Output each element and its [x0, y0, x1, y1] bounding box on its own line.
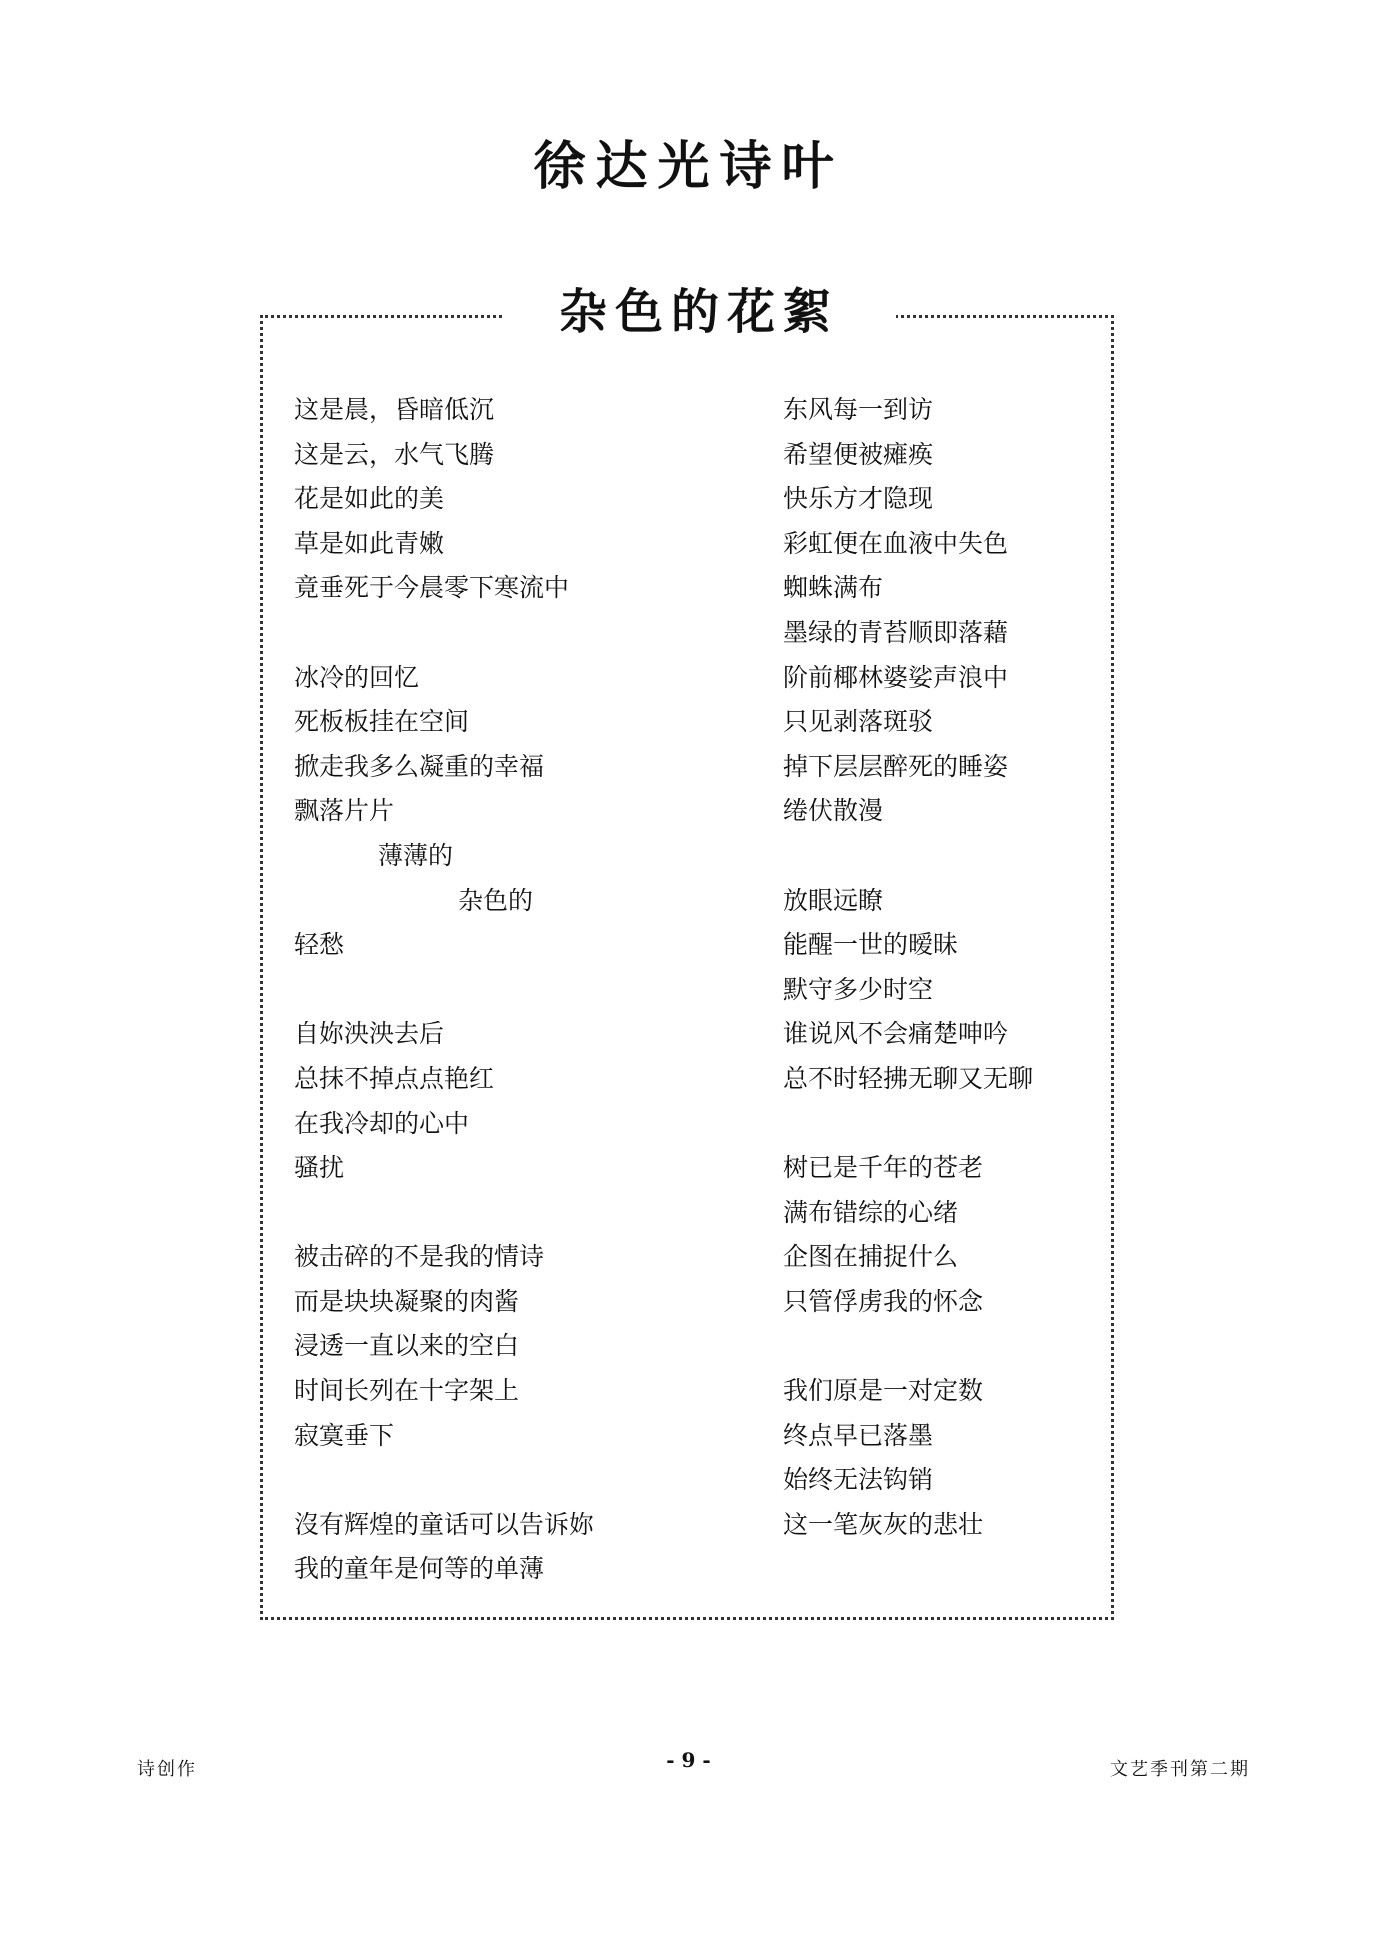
poem-line: 花是如此的美	[294, 484, 445, 514]
poem-line: 彩虹便在血液中失色	[783, 528, 1009, 558]
poem-line: 竟垂死于今晨零下寒流中	[294, 573, 570, 603]
poem-line: 希望便被瘫痪	[783, 439, 934, 469]
series-title: 徐达光诗叶	[533, 136, 844, 197]
footer-publication: 文艺季刊第二期	[1110, 1759, 1250, 1780]
poem-line: 这是晨，昏暗低沉	[294, 395, 495, 424]
poem-line: 骚扰	[294, 1153, 345, 1183]
poem-line: 我的童年是何等的单薄	[294, 1554, 545, 1584]
poem-line: 沒有辉煌的童话可以告诉妳	[294, 1509, 595, 1539]
poem-line: 谁说风不会痛楚呻吟	[783, 1019, 1009, 1049]
poem-line: 阶前椰林婆娑声浪中	[783, 662, 1009, 692]
poem-line: 寂寞垂下	[294, 1420, 395, 1450]
poem-line: 默守多少时空	[783, 974, 934, 1004]
poem-line: 终点早已落墨	[783, 1420, 934, 1450]
poem-line: 东风每一到访	[783, 395, 934, 424]
poem-line: 死板板挂在空间	[294, 707, 470, 737]
poem-left-column	[294, 388, 714, 1592]
poem-line: 树已是千年的苍老	[783, 1153, 984, 1183]
footer-section: 诗创作	[137, 1759, 197, 1780]
poem-line: 我们原是一对定数	[783, 1376, 984, 1406]
poem-right-column	[783, 388, 1113, 1547]
footer-page-number: - 9 -	[666, 1748, 711, 1772]
poem-line: 墨绿的青苔顺即落藉	[783, 617, 1009, 647]
poem-title: 杂色的花絮	[502, 272, 896, 352]
poem-line: 放眼远瞭	[783, 885, 884, 915]
poem-line: 飘落片片	[294, 796, 395, 826]
poem-line: 冰冷的回忆	[294, 662, 420, 692]
poem-line: 被击碎的不是我的情诗	[294, 1242, 545, 1272]
poem-line: 薄薄的	[378, 840, 454, 870]
stanza-break	[783, 834, 1113, 879]
poem-line: 总抹不掉点点艳红	[294, 1063, 495, 1093]
poem-line: 蜘蛛满布	[783, 573, 884, 603]
poem-line: 满布错综的心绪	[783, 1197, 959, 1227]
poem-line: 这是云，水气飞腾	[294, 439, 495, 469]
poem-line: 在我冷却的心中	[294, 1108, 470, 1138]
stanza-break	[783, 1324, 1113, 1369]
stanza-break	[294, 1458, 714, 1503]
stanza-break	[294, 611, 714, 656]
poem-line: 而是块块凝聚的肉酱	[294, 1286, 520, 1316]
poem-line: 掉下层层醉死的睡姿	[783, 751, 1009, 781]
poem-line: 只见剥落斑驳	[783, 707, 934, 737]
poem-line: 绻伏散漫	[783, 796, 884, 826]
poem-line: 草是如此青嫩	[294, 528, 445, 558]
poem-line: 杂色的	[458, 885, 534, 915]
poem-line: 只管俘虏我的怀念	[783, 1286, 984, 1316]
stanza-break	[294, 1191, 714, 1236]
poem-line: 这一笔灰灰的悲壮	[783, 1509, 984, 1539]
poem-line: 自妳泱泱去后	[294, 1019, 445, 1049]
poem-line: 企图在捕捉什么	[783, 1242, 959, 1272]
poem-line: 始终无法钩销	[783, 1465, 934, 1495]
poem-line: 时间长列在十字架上	[294, 1376, 520, 1406]
poem-line: 总不时轻拂无聊又无聊	[783, 1063, 1034, 1093]
poem-line: 浸透一直以来的空白	[294, 1331, 520, 1361]
poem-line: 掀走我多么凝重的幸福	[294, 751, 545, 781]
stanza-break	[783, 1102, 1113, 1147]
stanza-break	[294, 968, 714, 1013]
poem-line: 轻愁	[294, 930, 345, 960]
poem-line: 能醒一世的暧昧	[783, 930, 959, 960]
poem-line: 快乐方才隐现	[783, 484, 934, 514]
